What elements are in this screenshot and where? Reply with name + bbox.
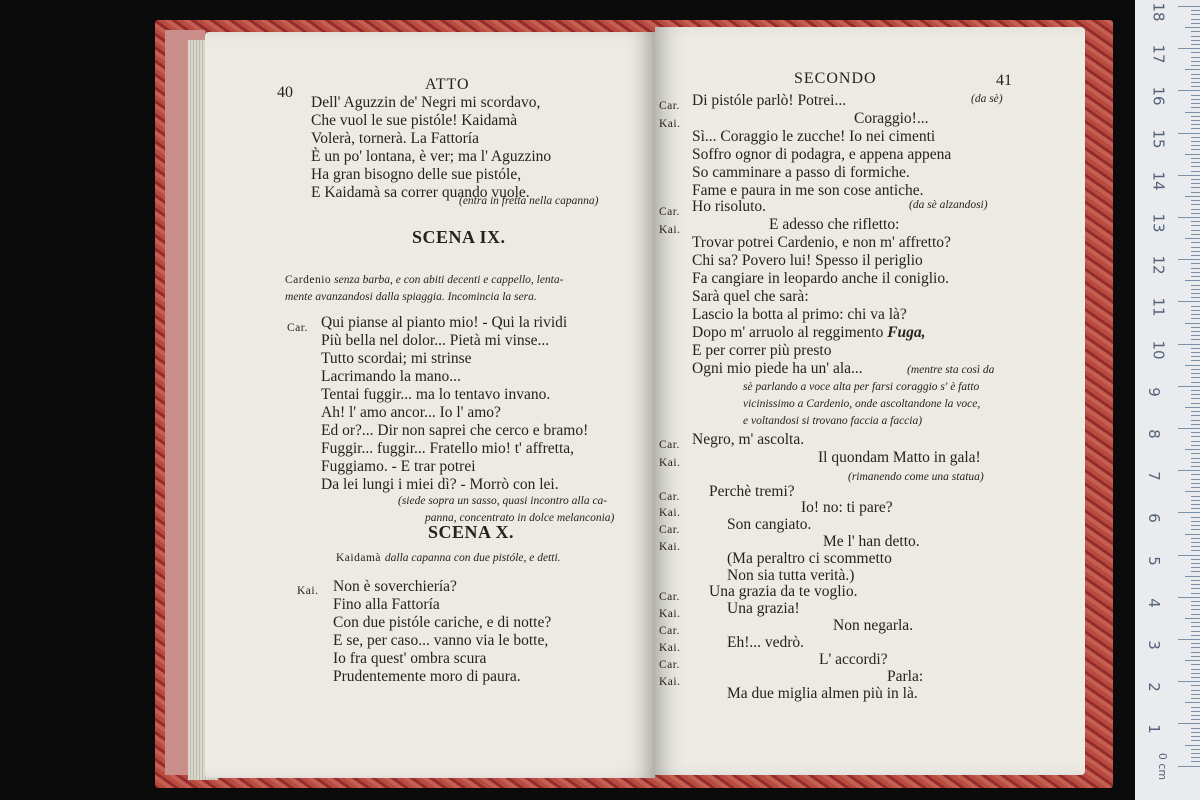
ruler-tick — [1191, 761, 1200, 762]
ruler-tick — [1191, 504, 1200, 505]
stage-direction: (mentre sta così da — [907, 364, 995, 376]
ruler-tick — [1191, 268, 1200, 269]
ruler-tick — [1191, 715, 1200, 716]
scene-heading: SCENA IX. — [412, 227, 506, 247]
stage-direction: panna, concentrato in dolce melanconia) — [425, 512, 615, 524]
ruler-tick — [1178, 344, 1200, 345]
verse-line: Ho risoluto. — [692, 198, 767, 215]
speaker: Car. — [659, 591, 680, 603]
ruler-tick — [1191, 567, 1200, 568]
ruler-tick — [1178, 90, 1200, 91]
ruler-tick — [1178, 259, 1200, 260]
ruler-tick — [1191, 517, 1200, 518]
ruler-tick — [1185, 702, 1200, 703]
running-head: ATTO — [425, 76, 470, 93]
ruler-tick — [1191, 107, 1200, 108]
emphasis: Fuga, — [887, 324, 926, 341]
ruler-tick — [1191, 192, 1200, 193]
ruler-number: 15 — [1149, 129, 1168, 149]
verse-line: Parla: — [887, 668, 924, 685]
speaker: Kai. — [297, 585, 319, 597]
verse-line: È un po' lontana, è ver; ma l' Aguzzino — [311, 148, 552, 165]
ruler-tick — [1185, 660, 1200, 661]
ruler-tick — [1191, 580, 1200, 581]
ruler-tick — [1191, 584, 1200, 585]
ruler-tick — [1191, 377, 1200, 378]
ruler-tick — [1191, 74, 1200, 75]
verse-line: Eh!... vedrò. — [727, 634, 805, 651]
verse-line: Chi sa? Povero lui! Spesso il periglio — [692, 252, 923, 269]
aside: (da sè alzandosi) — [909, 199, 988, 211]
ruler-tick — [1191, 521, 1200, 522]
verse-line: Una grazia! — [727, 600, 800, 617]
ruler-tick — [1191, 242, 1200, 243]
ruler-tick — [1178, 175, 1200, 176]
ruler-tick — [1191, 529, 1200, 530]
ruler-tick — [1191, 525, 1200, 526]
ruler-tick — [1185, 323, 1200, 324]
speaker: Car. — [659, 100, 680, 112]
ruler-tick — [1191, 411, 1200, 412]
ruler-tick — [1178, 512, 1200, 513]
ruler-tick — [1191, 289, 1200, 290]
running-head: SECONDO — [794, 70, 877, 87]
ruler-number: 7 — [1144, 471, 1163, 481]
verse-line: Son cangiato. — [727, 516, 812, 533]
ruler-tick — [1178, 470, 1200, 471]
ruler-tick — [1191, 432, 1200, 433]
verse-line: Non negarla. — [833, 617, 914, 634]
verse-line: Fame e paura in me son cose antiche. — [692, 182, 924, 199]
ruler-tick — [1191, 149, 1200, 150]
ruler-tick — [1191, 643, 1200, 644]
ruler-tick — [1191, 40, 1200, 41]
ruler-tick — [1191, 626, 1200, 627]
ruler-tick — [1185, 280, 1200, 281]
ruler-tick — [1191, 483, 1200, 484]
ruler-tick — [1191, 369, 1200, 370]
ruler-tick — [1191, 669, 1200, 670]
verse-line: Ogni mio piede ha un' ala... — [692, 360, 863, 377]
verse-line: Io fra quest' ombra scura — [333, 650, 487, 667]
ruler-tick — [1191, 614, 1200, 615]
ruler-tick — [1191, 622, 1200, 623]
scene-heading: SCENA X. — [428, 522, 515, 542]
ruler-tick — [1178, 681, 1200, 682]
ruler-tick — [1191, 137, 1200, 138]
ruler-tick — [1191, 694, 1200, 695]
ruler-tick — [1191, 390, 1200, 391]
ruler-tick — [1191, 120, 1200, 121]
ruler-tick — [1191, 436, 1200, 437]
ruler-tick — [1191, 453, 1200, 454]
ruler-tick — [1191, 487, 1200, 488]
ruler-tick — [1191, 204, 1200, 205]
ruler-tick — [1191, 339, 1200, 340]
ruler-tick — [1191, 749, 1200, 750]
ruler-tick — [1191, 230, 1200, 231]
ruler-tick — [1191, 635, 1200, 636]
verse-line: Lacrimando la mano... — [321, 368, 461, 385]
ruler-tick — [1191, 327, 1200, 328]
ruler-tick — [1191, 538, 1200, 539]
ruler-tick — [1191, 166, 1200, 167]
verse-line: (Ma peraltro ci scommetto — [727, 550, 892, 567]
ruler-tick — [1191, 474, 1200, 475]
ruler-tick — [1191, 183, 1200, 184]
ruler-tick — [1191, 605, 1200, 606]
ruler-tick — [1185, 618, 1200, 619]
ruler-tick — [1191, 356, 1200, 357]
verse-line: So camminare a passo di formiche. — [692, 164, 910, 181]
ruler-number: 11 — [1149, 297, 1168, 317]
ruler-tick — [1191, 631, 1200, 632]
ruler-tick — [1191, 707, 1200, 708]
ruler-tick — [1185, 576, 1200, 577]
stage-direction: (entra in fretta nella capanna) — [459, 195, 599, 207]
ruler-tick — [1191, 19, 1200, 20]
ruler-tick — [1191, 508, 1200, 509]
ruler-tick — [1191, 398, 1200, 399]
ruler-tick — [1191, 550, 1200, 551]
verse-line: Fa cangiare in leopardo anche il coniglio. — [692, 270, 949, 287]
ruler-tick — [1191, 445, 1200, 446]
verse-line: Volerà, tornerà. La Fattoría — [311, 130, 479, 147]
verse-line: Coraggio!... — [854, 110, 929, 127]
ruler-tick — [1191, 424, 1200, 425]
ruler-tick — [1178, 555, 1200, 556]
ruler-tick — [1191, 673, 1200, 674]
verse-line: Il quondam Matto in gala! — [818, 449, 981, 466]
verse-line: Ed or?... Dir non saprei che cerco e bramo! — [321, 422, 589, 439]
aside: (da sè) — [971, 93, 1003, 105]
speaker: Car. — [659, 491, 680, 503]
ruler-number: 4 — [1144, 598, 1163, 608]
ruler-number: 18 — [1149, 2, 1168, 22]
ruler-tick — [1191, 103, 1200, 104]
ruler-tick — [1191, 272, 1200, 273]
verse-line: Ah! l' amo ancor... Io l' amo? — [321, 404, 501, 421]
ruler-tick — [1178, 217, 1200, 218]
verse-line: Perchè tremi? — [709, 483, 795, 500]
scene-description: Kaidamà dalla capanna con due pistóle, e detti. — [336, 552, 561, 564]
ruler-tick — [1191, 78, 1200, 79]
speaker: Kai. — [659, 507, 681, 519]
verse-line: Fuggir... fuggir... Fratello mio! t' affretta, — [321, 440, 575, 457]
speaker: Kai. — [659, 608, 681, 620]
verse-line: Più bella nel dolor... Pietà mi vinse... — [321, 332, 550, 349]
speaker: Kai. — [659, 541, 681, 553]
ruler-tick — [1191, 57, 1200, 58]
verse-line: L' accordi? — [819, 651, 888, 668]
ruler-tick — [1191, 335, 1200, 336]
ruler-tick — [1191, 656, 1200, 657]
ruler-tick — [1191, 10, 1200, 11]
verse-line: Me l' han detto. — [823, 533, 920, 550]
ruler-tick — [1178, 597, 1200, 598]
ruler-tick — [1191, 234, 1200, 235]
ruler-tick — [1185, 154, 1200, 155]
ruler-tick — [1191, 247, 1200, 248]
ruler-tick — [1191, 690, 1200, 691]
ruler-tick — [1191, 124, 1200, 125]
verse-line: Soffro ognor di podagra, e appena appena — [692, 146, 952, 163]
speaker: Kai. — [659, 676, 681, 688]
page-number: 40 — [277, 84, 293, 101]
page-number: 41 — [996, 72, 1012, 89]
verse-line: Non sia tutta verità.) — [727, 567, 855, 584]
ruler-number: 12 — [1149, 255, 1168, 275]
ruler-tick — [1191, 86, 1200, 87]
ruler-tick — [1191, 128, 1200, 129]
scene-description: Cardenio senza barba, e con abiti decenti e cappello, lenta- — [285, 274, 564, 286]
character-name: Cardenio — [285, 274, 332, 286]
ruler-tick — [1191, 542, 1200, 543]
character-name: Kaidamà — [336, 552, 382, 564]
verse-line: Di pistóle parlò! Potrei... — [692, 92, 847, 109]
ruler-tick — [1191, 225, 1200, 226]
ruler-tick — [1191, 95, 1200, 96]
ruler-tick — [1191, 116, 1200, 117]
stage-direction: (siede sopra un sasso, quasi incontro alla ca- — [398, 495, 608, 507]
verse-line: Non è soverchiería? — [333, 578, 457, 595]
verse-line: Da lei lungi i miei dì? - Morrò con lei. — [321, 476, 559, 493]
ruler-tick — [1191, 285, 1200, 286]
ruler-tick — [1191, 276, 1200, 277]
ruler-tick — [1185, 112, 1200, 113]
ruler-tick — [1191, 698, 1200, 699]
ruler-tick — [1191, 403, 1200, 404]
ruler-tick — [1191, 213, 1200, 214]
verse-line: Con due pistóle cariche, e di notte? — [333, 614, 552, 631]
ruler-number: 14 — [1149, 171, 1168, 191]
ruler-tick — [1191, 462, 1200, 463]
ruler-number: 17 — [1149, 44, 1168, 64]
ruler-tick — [1191, 162, 1200, 163]
ruler-number: 8 — [1144, 429, 1163, 439]
verse-line: Tentai fuggir... ma lo tentavo invano. — [321, 386, 551, 403]
measuring-ruler — [1135, 0, 1200, 800]
ruler-tick — [1185, 745, 1200, 746]
ruler-number: 2 — [1144, 682, 1163, 692]
ruler-tick — [1191, 382, 1200, 383]
ruler-tick — [1185, 449, 1200, 450]
ruler-tick — [1185, 27, 1200, 28]
ruler-tick — [1191, 647, 1200, 648]
ruler-tick — [1191, 314, 1200, 315]
verse-line: Dopo m' arruolo al reggimento Fuga, — [692, 324, 926, 341]
speaker: Kai. — [659, 642, 681, 654]
verse-line: E se, per caso... vanno via le botte, — [333, 632, 549, 649]
ruler-tick — [1191, 593, 1200, 594]
ruler-tick — [1191, 677, 1200, 678]
ruler-number: 5 — [1144, 555, 1163, 566]
ruler-tick — [1185, 196, 1200, 197]
ruler-tick — [1191, 559, 1200, 560]
ruler-tick — [1191, 757, 1200, 758]
verse-line: Una grazia da te voglio. — [709, 583, 858, 600]
ruler-tick — [1191, 466, 1200, 467]
ruler-tick — [1191, 221, 1200, 222]
verse-line: Prudentemente moro di paura. — [333, 668, 521, 685]
speaker: Kai. — [659, 457, 681, 469]
ruler-tick — [1191, 394, 1200, 395]
ruler-tick — [1191, 82, 1200, 83]
verse-line: Tutto scordai; mi strinse — [321, 350, 472, 367]
ruler-tick — [1191, 318, 1200, 319]
speaker: Car. — [659, 524, 680, 536]
ruler-tick — [1191, 500, 1200, 501]
ruler-tick — [1185, 491, 1200, 492]
right-page — [655, 27, 1085, 775]
verse-line: Fuggiamo. - E trar potrei — [321, 458, 476, 475]
verse-line: Ha gran bisogno delle sue pistóle, — [311, 166, 522, 183]
stage-direction: vicinissimo a Cardenio, onde ascoltandone la voce, — [743, 398, 981, 410]
ruler-tick — [1191, 348, 1200, 349]
speaker: Kai. — [659, 224, 681, 236]
ruler-tick — [1191, 255, 1200, 256]
ruler-tick — [1191, 310, 1200, 311]
ruler-tick — [1185, 365, 1200, 366]
ruler-tick — [1191, 711, 1200, 712]
ruler-tick — [1191, 740, 1200, 741]
ruler-tick — [1191, 297, 1200, 298]
verse-line: Fino alla Fattoría — [333, 596, 440, 613]
ruler-tick — [1191, 609, 1200, 610]
ruler-number: 3 — [1144, 640, 1163, 650]
verse-line: E per correr più presto — [692, 342, 832, 359]
verse-line: Sì... Coraggio le zucche! Io nei cimenti — [692, 128, 936, 145]
ruler-tick — [1178, 723, 1200, 724]
ruler-number: 6 — [1144, 513, 1163, 524]
verse-line: E adesso che rifletto: — [769, 216, 900, 233]
stage-direction: e voltandosi si trovano faccia a faccia) — [743, 415, 923, 427]
ruler-unit-label: 0 cm — [1156, 752, 1170, 781]
ruler-tick — [1178, 48, 1200, 49]
left-page — [205, 32, 655, 778]
ruler-tick — [1191, 209, 1200, 210]
ruler-tick — [1191, 23, 1200, 24]
speaker: Car. — [287, 322, 308, 334]
scene-description: mente avanzandosi dalla spiaggia. Incomincia la sera. — [285, 291, 537, 303]
verse-line: Che vuol le sue pistóle! Kaidamà — [311, 112, 518, 129]
ruler-tick — [1191, 187, 1200, 188]
ruler-tick — [1178, 301, 1200, 302]
ruler-tick — [1191, 664, 1200, 665]
ruler-tick — [1191, 373, 1200, 374]
ruler-tick — [1191, 14, 1200, 15]
ruler-tick — [1191, 728, 1200, 729]
verse-line: Dell' Aguzzin de' Negri mi scordavo, — [311, 94, 541, 111]
ruler-tick — [1191, 251, 1200, 252]
ruler-number: 10 — [1149, 340, 1168, 360]
ruler-tick — [1191, 352, 1200, 353]
ruler-tick — [1191, 31, 1200, 32]
verse-line: Sarà quel che sarà: — [692, 288, 809, 305]
ruler-tick — [1191, 736, 1200, 737]
ruler-tick — [1191, 652, 1200, 653]
ruler-tick — [1191, 293, 1200, 294]
ruler-tick — [1191, 496, 1200, 497]
verse-line: E Kaidamà sa correr quando vuole. — [311, 184, 530, 201]
verse-line: Negro, m' ascolta. — [692, 431, 805, 448]
speaker: Car. — [659, 659, 680, 671]
stage-direction: (rimanendo come una statua) — [848, 471, 984, 483]
ruler-tick — [1191, 306, 1200, 307]
ruler-tick — [1191, 685, 1200, 686]
ruler-tick — [1191, 719, 1200, 720]
ruler-tick — [1191, 479, 1200, 480]
ruler-tick — [1191, 415, 1200, 416]
verse-line: Lascio la botta al primo: chi va là? — [692, 306, 907, 323]
ruler-tick — [1191, 52, 1200, 53]
ruler-tick — [1178, 766, 1200, 767]
ruler-number: 13 — [1149, 213, 1168, 233]
ruler-tick — [1191, 171, 1200, 172]
ruler-tick — [1191, 145, 1200, 146]
ruler-tick — [1178, 6, 1200, 7]
ruler-tick — [1178, 428, 1200, 429]
speaker: Car. — [659, 206, 680, 218]
ruler-tick — [1191, 263, 1200, 264]
ruler-tick — [1191, 61, 1200, 62]
ruler-tick — [1191, 158, 1200, 159]
ruler-tick — [1191, 601, 1200, 602]
ruler-tick — [1191, 200, 1200, 201]
ruler-tick — [1191, 563, 1200, 564]
verse-line: Trovar potrei Cardenio, e non m' affretto? — [692, 234, 951, 251]
ruler-number: 9 — [1144, 387, 1163, 397]
ruler-tick — [1191, 546, 1200, 547]
ruler-tick — [1191, 36, 1200, 37]
ruler-tick — [1191, 331, 1200, 332]
ruler-tick — [1191, 360, 1200, 361]
ruler-number: 16 — [1149, 86, 1168, 106]
speaker: Car. — [659, 439, 680, 451]
ruler-tick — [1191, 753, 1200, 754]
ruler-tick — [1191, 65, 1200, 66]
ruler-tick — [1191, 441, 1200, 442]
ruler-tick — [1185, 69, 1200, 70]
ruler-tick — [1191, 99, 1200, 100]
ruler-tick — [1191, 179, 1200, 180]
ruler-tick — [1191, 571, 1200, 572]
ruler-number: 1 — [1144, 724, 1163, 735]
ruler-tick — [1191, 44, 1200, 45]
ruler-tick — [1178, 133, 1200, 134]
ruler-tick — [1191, 458, 1200, 459]
ruler-tick — [1185, 534, 1200, 535]
stage-direction: sè parlando a voce alta per farsi coraggio s' è fatto — [743, 381, 980, 393]
ruler-tick — [1191, 141, 1200, 142]
ruler-tick — [1178, 386, 1200, 387]
ruler-tick — [1191, 732, 1200, 733]
ruler-tick — [1185, 407, 1200, 408]
ruler-tick — [1185, 238, 1200, 239]
verse-line: Qui pianse al pianto mio! - Qui la rividi — [321, 314, 568, 331]
speaker: Car. — [659, 625, 680, 637]
ruler-tick — [1191, 420, 1200, 421]
ruler-tick — [1191, 588, 1200, 589]
verse-line: Io! no: ti pare? — [801, 499, 893, 516]
ruler-tick — [1178, 639, 1200, 640]
verse-line: Ma due miglia almen più in là. — [727, 685, 918, 702]
speaker: Kai. — [659, 118, 681, 130]
